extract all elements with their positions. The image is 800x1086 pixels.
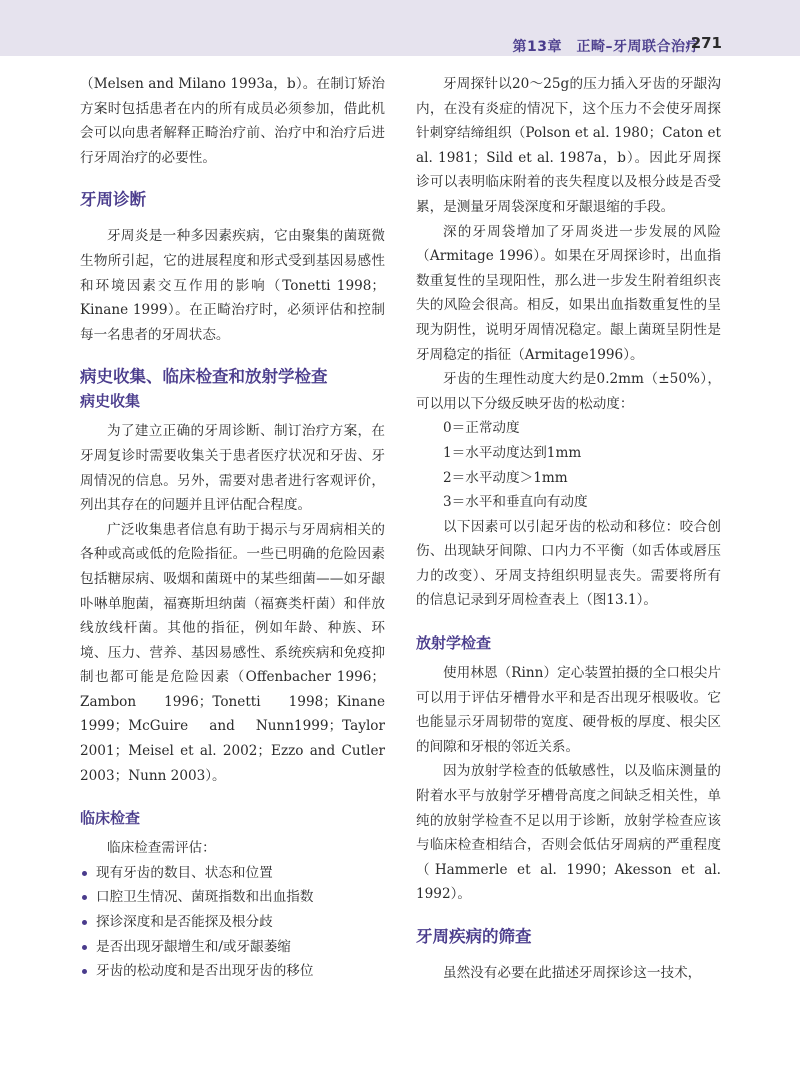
subsection-heading: 病史收集 — [80, 392, 141, 411]
paragraph: 深的牙周袋增加了牙周炎进一步发展的风险（Armitage 1996）。如果在牙周探诊时，出血指数重复性的呈现阳性，那么进一步发生附着组织丧失的风险会很高。相反，如果出血指数重复性的呈现为阴性，说明牙周情况稳定。龈上菌斑呈阴性是牙周稳定的指征（Armitage1996）。 — [416, 223, 721, 363]
list-item: 牙齿的松动度和是否出现牙齿的移位 — [80, 959, 385, 984]
left-column — [80, 72, 385, 984]
page-header — [0, 0, 800, 56]
paragraph: 广泛收集患者信息有助于揭示与牙周病相关的各种或高或低的危险指征。一些已明确的危险因素包括糖尿病、吸烟和菌斑中的某些细菌——如牙龈卟啉单胞菌，福赛斯坦纳菌（福赛类杆菌）和伴放线放线杆菌。其他的指征，例如年龄、种族、环境、压力、营养、基因易感性、系统疾病和免疫抑制也都可能是危险因素（Offenbacher 1996；Zambon 1996；Tonetti 1998；Kinane 1999；McGuire and Nunn1999；Taylor 2001；Meisel et al. 2002；Ezzo and Cutler 2003；Nunn 2003）。 — [80, 521, 385, 784]
paragraph: 以下因素可以引起牙齿的松动和移位：咬合创伤、出现缺牙间隙、口内力不平衡（如舌体或唇压力的改变）、牙周支持组织明显丧失。需要将所有的信息记录到牙周检查表上（图13.1）。 — [416, 518, 721, 609]
chapter-title: 第13章 正畸–牙周联合治疗 — [512, 39, 700, 55]
right-column — [416, 72, 721, 986]
section-heading: 牙周诊断 — [80, 190, 146, 210]
list-item: 口腔卫生情况、菌斑指数和出血指数 — [80, 885, 385, 910]
paragraph: 为了建立正确的牙周诊断、制订治疗方案，在牙周复诊时需要收集关于患者医疗状况和牙齿、牙周情况的信息。另外，需要对患者进行客观评价，列出其存在的问题并且评估配合程度。 — [80, 423, 385, 514]
mobility-grade: 0＝正常动度 — [443, 420, 520, 437]
section-heading: 病史收集、临床检查和放射学检查 — [80, 367, 328, 387]
subsection-heading: 放射学检查 — [416, 634, 492, 653]
list-item: 现有牙齿的数目、状态和位置 — [80, 861, 385, 886]
bullet-icon — [82, 871, 87, 876]
bullet-icon — [82, 895, 87, 900]
page-number: 271 — [690, 34, 722, 52]
section-heading: 牙周疾病的筛查 — [416, 927, 532, 946]
paragraph: 使用林恩（Rinn）定心装置拍摄的全口根尖片可以用于评估牙槽骨水平和是否出现牙根吸收。它也能显示牙周韧带的宽度、硬骨板的厚度、根尖区的间隙和牙根的邻近关系。 — [416, 665, 721, 755]
list-item: 是否出现牙龈增生和/或牙龈萎缩 — [80, 935, 385, 960]
paragraph: 临床检查需评估： — [107, 840, 216, 857]
paragraph: （Melsen and Milano 1993a，b）。在制订矫治方案时包括患者在内的所有成员必须参加，借此机会可以向患者解释正畸治疗前、治疗中和治疗后进行牙周治疗的必要性。 — [80, 76, 385, 166]
list-item: 探诊深度和是否能探及根分歧 — [80, 910, 385, 935]
bullet-icon — [82, 969, 87, 974]
mobility-grade: 1＝水平动度达到1mm — [443, 444, 582, 461]
paragraph: 牙周炎是一种多因素疾病，它由聚集的菌斑微生物所引起，它的进展程度和形式受到基因易感性和环境因素交互作用的影响（Tonetti 1998；Kinane 1999）。在正畸治疗时，必须评估和控制每一名患者的牙周状态。 — [80, 228, 385, 343]
paragraph: 虽然没有必要在此描述牙周探诊这一技术， — [443, 965, 702, 981]
bullet-icon — [82, 945, 87, 950]
paragraph: 牙齿的生理性动度大约是0.2mm（±50%），可以用以下分级反映牙齿的松动度： — [416, 371, 721, 412]
mobility-grade: 3＝水平和垂直向有动度 — [443, 494, 588, 511]
mobility-grade: 2＝水平动度＞1mm — [443, 469, 568, 486]
bullet-list — [80, 861, 385, 984]
paragraph: 牙周探针以20～25g的压力插入牙齿的牙龈沟内，在没有炎症的情况下，这个压力不会使牙周探针刺穿结缔组织（Polson et al. 1980；Caton et al. 1981；Sild et al. 1987a，b）。因此牙周探诊可以表明临床附着的丧失程度以及根分歧是否受累，是测量牙周袋深度和牙龈退缩的手段。 — [416, 76, 721, 215]
subsection-heading: 临床检查 — [80, 809, 141, 828]
paragraph: 因为放射学检查的低敏感性，以及临床测量的附着水平与放射学牙槽骨高度之间缺乏相关性，单纯的放射学检查不足以用于诊断，放射学检查应该与临床检查相结合，否则会低估牙周病的严重程度（Hammerle et al. 1990；Akesson et al. 1992）。 — [416, 763, 721, 903]
bullet-icon — [82, 920, 87, 925]
